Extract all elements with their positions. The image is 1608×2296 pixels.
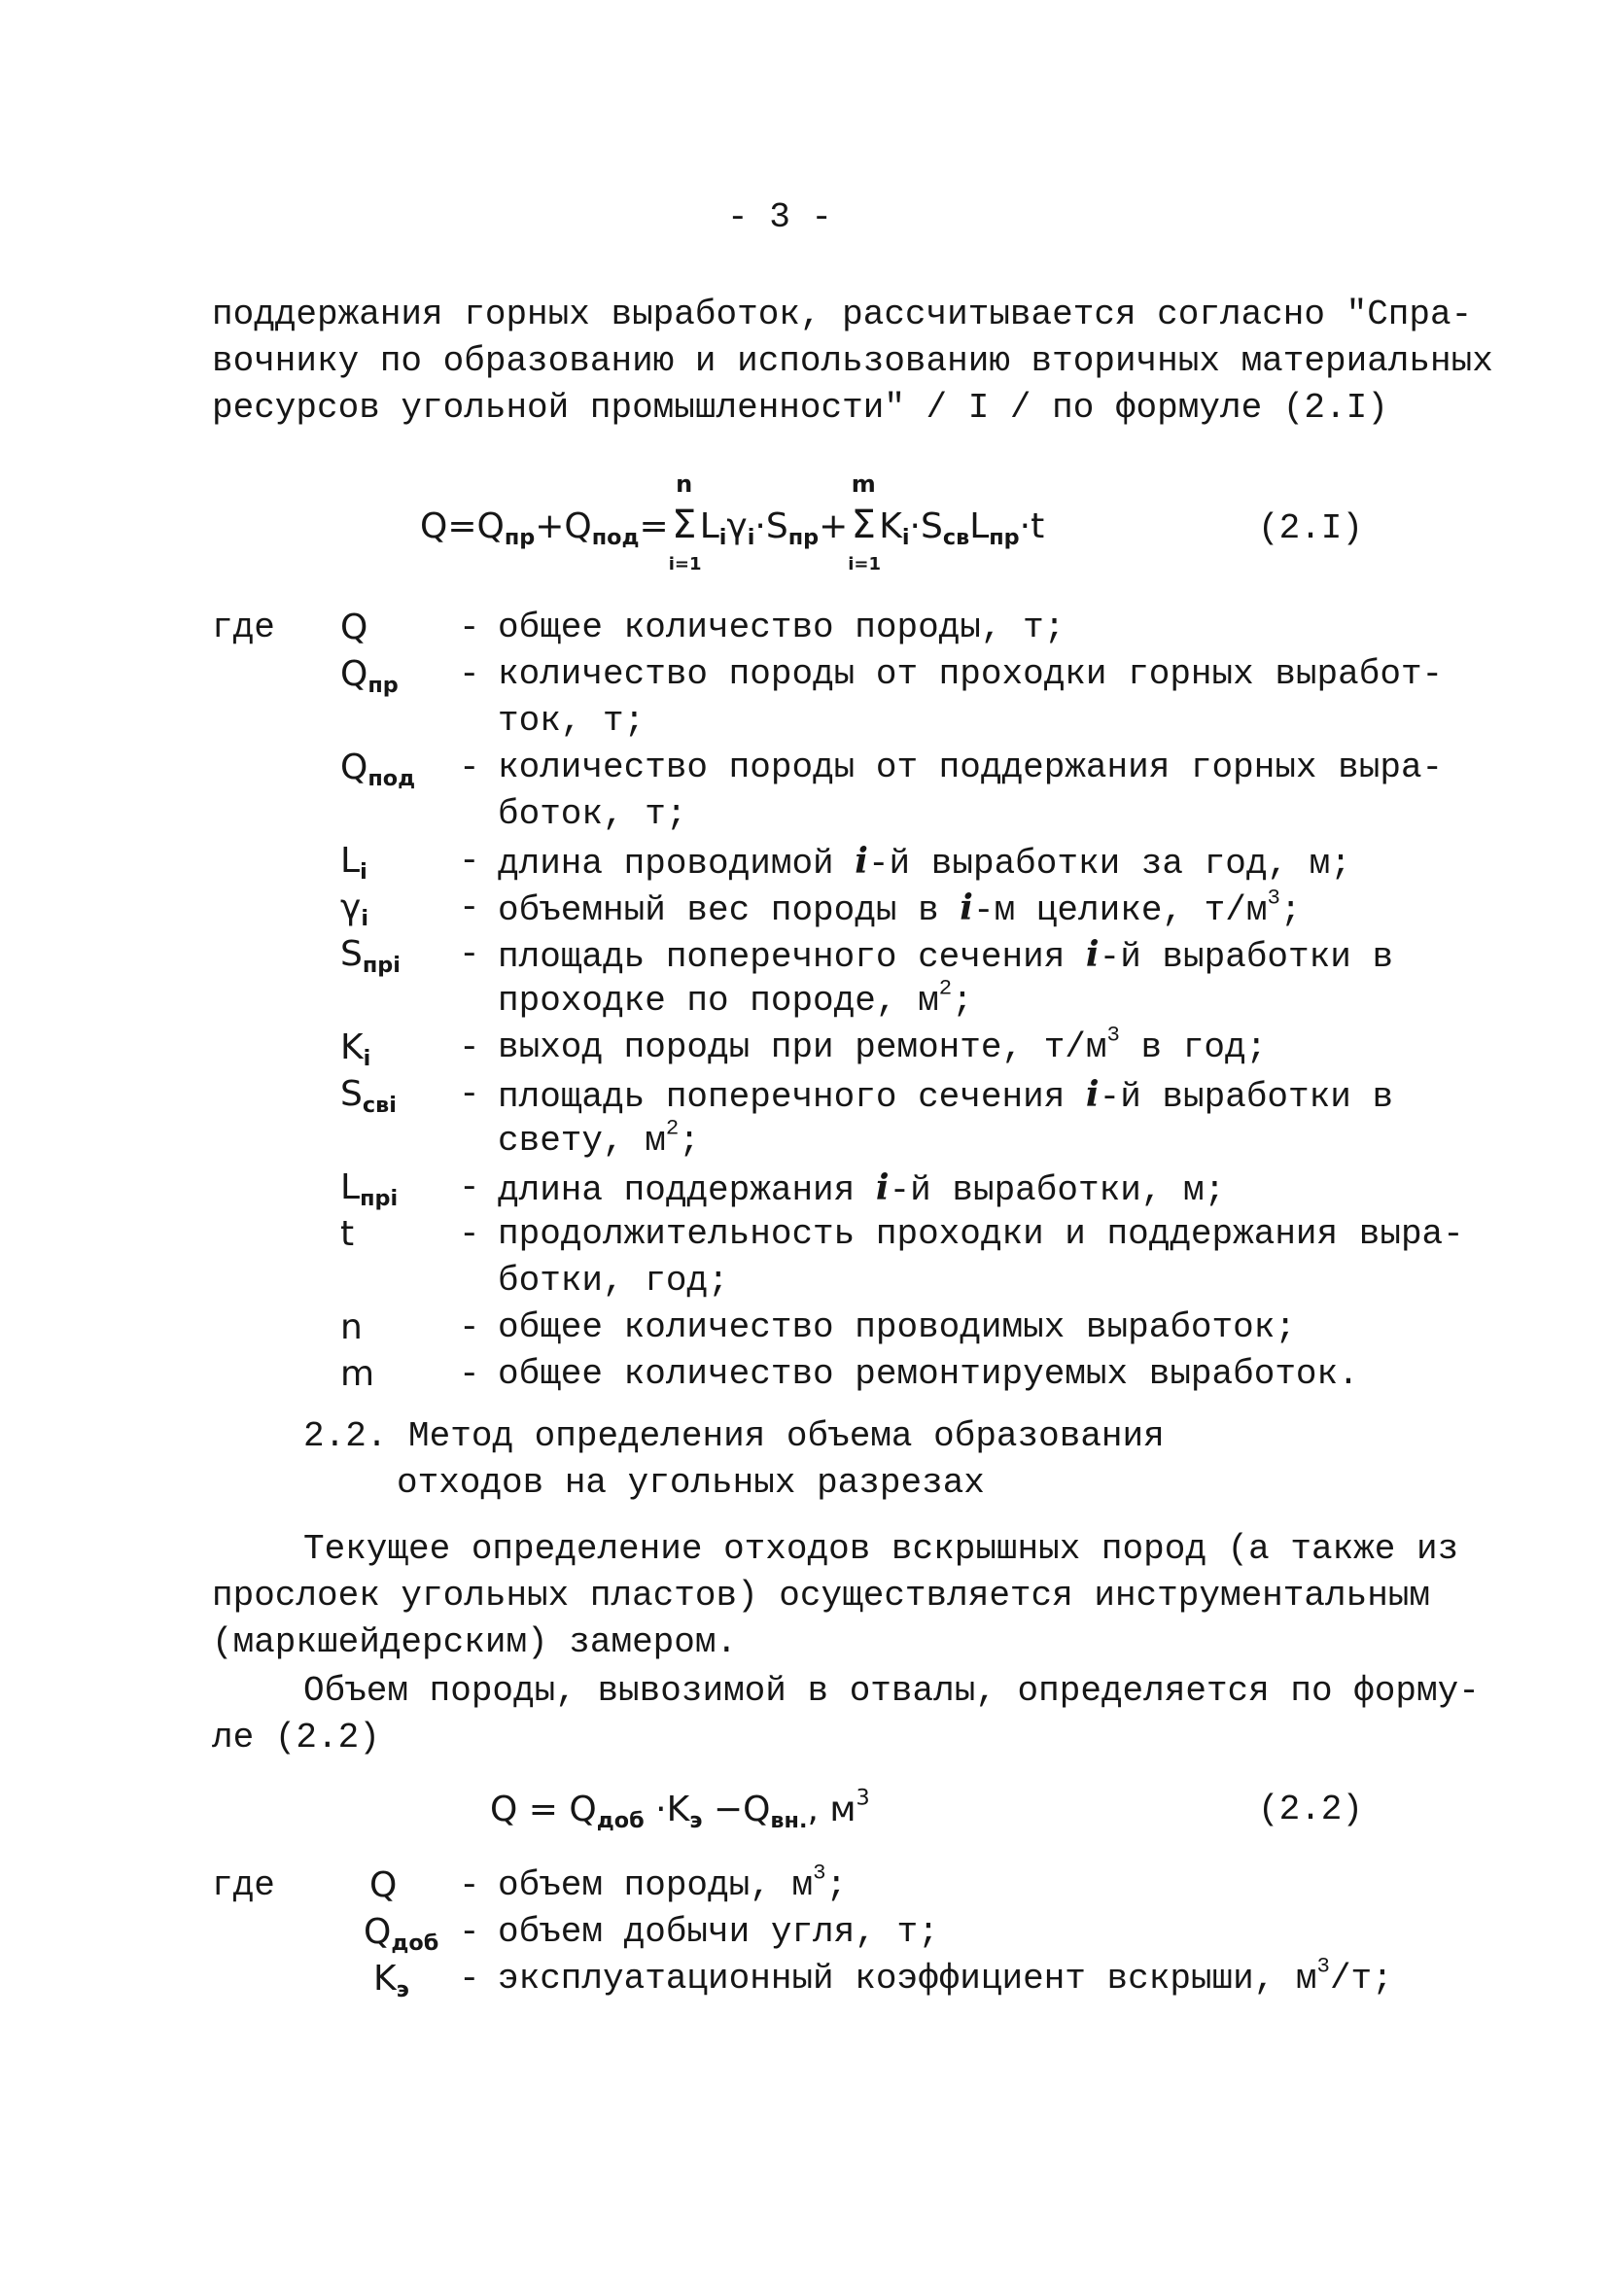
def-dash: -	[459, 887, 480, 927]
def-text-cont: проходке по породе, $м^2$;	[498, 975, 973, 1021]
where-label-2: где	[212, 1865, 275, 1905]
def-dash: -	[459, 1307, 480, 1347]
def-symbol: $Q_{под}$	[340, 748, 416, 792]
def-text: общее количество проводимых выработок;	[498, 1307, 1296, 1347]
section-heading-line-2: отходов на угольных разрезах	[397, 1463, 985, 1503]
def-text-cont: свету, $м^2$;	[498, 1115, 700, 1161]
def-text: продолжительность проходки и поддержания выра-	[498, 1214, 1464, 1254]
def-text: количество породы от поддержания горных выра-	[498, 748, 1444, 787]
section-heading-line-1: 2.2. Метод определения объема образования	[303, 1416, 1165, 1456]
def-dash: -	[459, 654, 480, 694]
def-dash: -	[459, 841, 480, 881]
def-symbol: $K_i$	[340, 1027, 371, 1072]
def-dash: -	[459, 1027, 480, 1067]
def-symbol: $S_{прi}$	[340, 934, 401, 979]
def-dash: -	[459, 1214, 480, 1254]
para1-line-3: (маркшейдерским) замером.	[212, 1622, 738, 1662]
def-symbol: m	[340, 1354, 375, 1394]
sum-1: n Σ i=1	[668, 470, 702, 574]
def-text: объем добычи угля, т;	[498, 1912, 939, 1952]
def-text: количество породы от проходки горных выработ-	[498, 654, 1444, 694]
def-symbol: $S_{свi}$	[340, 1074, 397, 1119]
def-symbol: $Q_{доб}$	[364, 1912, 439, 1957]
para1-line-1: Текущее определение отходов вскрышных пород (а также из	[303, 1529, 1459, 1569]
def-dash: -	[459, 1959, 480, 1999]
formula-2-2-number: (2.2)	[1258, 1790, 1364, 1829]
sum-2: m Σ i=1	[848, 470, 882, 574]
def-text: общее количество ремонтируемых выработок.	[498, 1354, 1359, 1394]
formula-2-2: $Q = Q_{доб} \cdot K_э -Q_{вн.}$, $м^3$	[490, 1785, 870, 1834]
intro-line-2: вочнику по образованию и использованию вторичных материальных	[212, 341, 1493, 381]
para2-line-2: ле (2.2)	[212, 1718, 380, 1757]
def-dash: -	[459, 1912, 480, 1952]
def-text: объем породы, $м^3$;	[498, 1860, 848, 1905]
formula-2-1: $Q=Q_{пр}+Q_{под}=$ n Σ i=1 $L_i\gamma_i\cdot S_{пр}+$ m Σ i=1 $K_i\cdot S_{св}L_{пр}\cdot t$	[420, 470, 1045, 574]
def-symbol: $K_э$	[373, 1959, 409, 2003]
def-text-cont: ботки, год;	[498, 1261, 729, 1301]
def-dash: -	[459, 934, 480, 974]
page-number: - 3 -	[727, 197, 833, 237]
def-text: площадь поперечного сечения i-й выработки в	[498, 1074, 1394, 1117]
def-text: длина проводимой i-й выработки за год, м;	[498, 841, 1351, 884]
def-dash: -	[459, 1074, 480, 1114]
def-dash: -	[459, 1354, 480, 1394]
def-dash: -	[459, 748, 480, 787]
def-symbol: Q	[340, 608, 368, 647]
def-symbol: Q	[369, 1865, 398, 1905]
def-text: площадь поперечного сечения i-й выработки в	[498, 934, 1394, 977]
def-text-cont: ток, т;	[498, 701, 646, 741]
def-dash: -	[459, 1167, 480, 1207]
def-text: выход породы при ремонте, $т/м^3$ в год;	[498, 1022, 1268, 1067]
para1-line-2: прослоек угольных пластов) осуществляется инструментальным	[212, 1576, 1431, 1616]
def-text: длина поддержания i-й выработки, м;	[498, 1167, 1226, 1210]
para2-line-1: Объем породы, вывозимой в отвалы, определяется по форму-	[303, 1671, 1480, 1711]
def-dash: -	[459, 608, 480, 647]
def-symbol: $L_i$	[340, 841, 367, 886]
def-text: общее количество породы, т;	[498, 608, 1066, 647]
intro-line-1: поддержания горных выработок, рассчитывается согласно "Спра-	[212, 295, 1473, 334]
formula-2-1-number: (2.I)	[1258, 508, 1364, 548]
def-symbol: t	[340, 1214, 355, 1254]
def-symbol: n	[340, 1307, 363, 1347]
def-symbol: $L_{прi}$	[340, 1167, 399, 1212]
def-symbol: $Q_{пр}$	[340, 654, 399, 699]
def-text: эксплуатационный коэффициент вскрыши, $м^3/т$;	[498, 1953, 1393, 1999]
def-dash: -	[459, 1865, 480, 1905]
def-symbol: $\gamma_i$	[340, 887, 368, 932]
where-label-1: где	[212, 608, 275, 647]
intro-line-3: ресурсов угольной промышленности" / I / по формуле (2.I)	[212, 388, 1388, 428]
def-text-cont: боток, т;	[498, 794, 687, 834]
def-text: объемный вес породы в i-м целике, $т/м^3$;	[498, 885, 1302, 930]
